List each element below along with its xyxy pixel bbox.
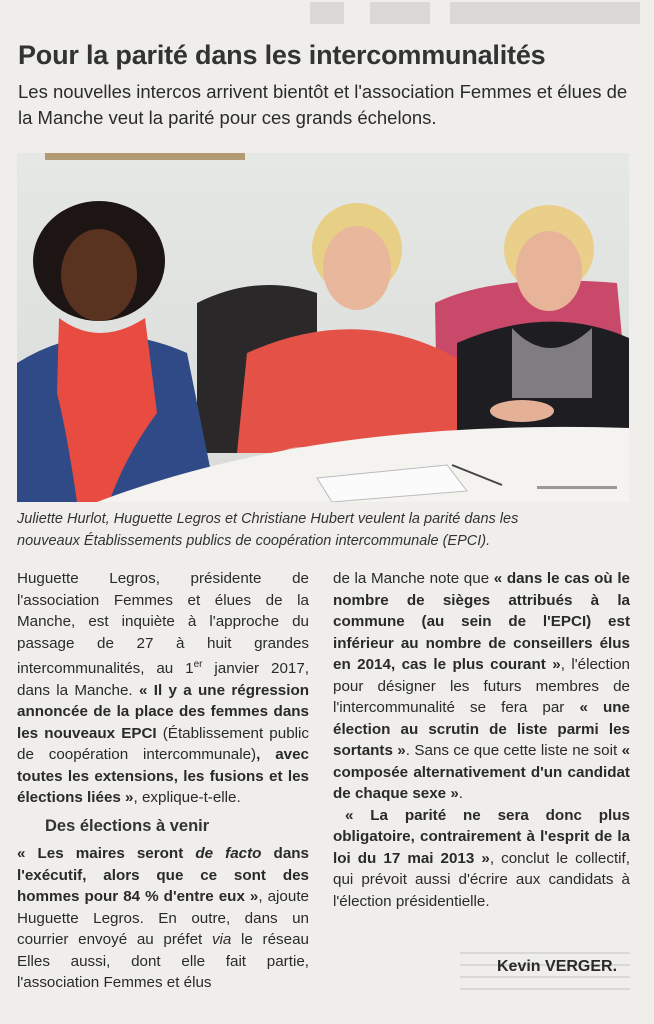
article-headline: Pour la parité dans les intercommunalités (18, 40, 546, 70)
quote-run: « une élection au scrutin de liste parmi les sortants » (333, 699, 630, 759)
quote-run: « La parité ne sera donc plus obligatoire, contrairement à l'esprit de la loi du 17 mai 2013 » (333, 806, 630, 867)
text-run: , conclut le collectif, qui prévoit aussi d'écrire aux candidats à l'élection présidentielle. (333, 849, 631, 910)
text-run: de la Manche note que (333, 570, 494, 587)
quote-run: « dans le cas où le nombre de sièges attribués à la commune (au sein de l'EPCI) est inférieur au nombre de conseillers élus en 2014, cas le plus courant » (333, 570, 630, 673)
text-run: Huguette Legros, présidente de l'association Femmes et élues de la Manche, est inquiète à l'approche du passage de 27 à huit grandes intercommunalités, au 1 (17, 570, 309, 678)
bleed-text-shapes (310, 0, 650, 28)
text-run: , l'élection pour désigner les futurs membres de l'intercommunalité se fera par (333, 656, 630, 716)
table-item (537, 486, 617, 489)
photo-caption (17, 508, 637, 552)
paragraph-conclusion (333, 805, 630, 913)
text-run: (Établissement public de coopération intercommunale) (17, 724, 309, 764)
section-subhead: Des élections à venir (45, 816, 210, 835)
article-photo (17, 153, 629, 502)
paragraph-courrier (333, 568, 630, 805)
adjacent-article-bleed (310, 0, 650, 38)
photo-illustration (17, 153, 629, 502)
face-middle (323, 226, 391, 310)
caption-line-2: nouveaux Établissements publics de coopération intercommunale (EPCI). (17, 533, 491, 549)
paragraph-elections (17, 843, 309, 994)
italic-run: via (211, 931, 232, 949)
show-through-residue (460, 942, 630, 1012)
text-run: . (458, 785, 464, 802)
frame-edge (45, 153, 245, 160)
quote-run: , avec toutes les extensions, les fusions et les élections liées » (17, 746, 310, 807)
author-byline: Kevin VERGER. (497, 958, 618, 975)
quote-run: « Il y a une régression annoncée de la place des femmes dans les nouveaux EPCI (17, 681, 309, 742)
face-right (516, 231, 582, 311)
quote-run: dans l'exécutif, alors que ce sont des hommes pour 84 % d'entre eux » (17, 845, 310, 906)
article-column-left (17, 568, 309, 994)
superscript: er (193, 659, 203, 670)
text-run: , ajoute Huguette Legros. En outre, dans un courrier envoyé au préfet (17, 888, 309, 949)
article-subtitle: Les nouvelles intercos arrivent bientôt et l'association Femmes et élues de la Manche veut la parité pour ces grands échelons. (18, 81, 628, 128)
face-left (61, 229, 137, 321)
text-run: . Sans ce que cette liste ne soit (405, 742, 622, 759)
paragraph-intro (17, 568, 309, 809)
text-run: janvier 2017, dans la Manche. (17, 660, 310, 699)
hands-right (490, 400, 554, 422)
caption-line-1: Juliette Hurlot, Huguette Legros et Christiane Hubert veulent la parité dans les (17, 511, 519, 527)
text-run: le réseau Elles aussi, dont elle fait partie, l'association Femmes et élus (17, 931, 309, 992)
italic-run: de facto (195, 845, 262, 863)
quote-run: « composée alternativement d'un candidat de chaque sexe » (333, 742, 631, 802)
quote-run: « Les maires seront (17, 845, 196, 863)
article-column-right (333, 568, 630, 912)
text-run: , explique-t-elle. (133, 789, 241, 807)
